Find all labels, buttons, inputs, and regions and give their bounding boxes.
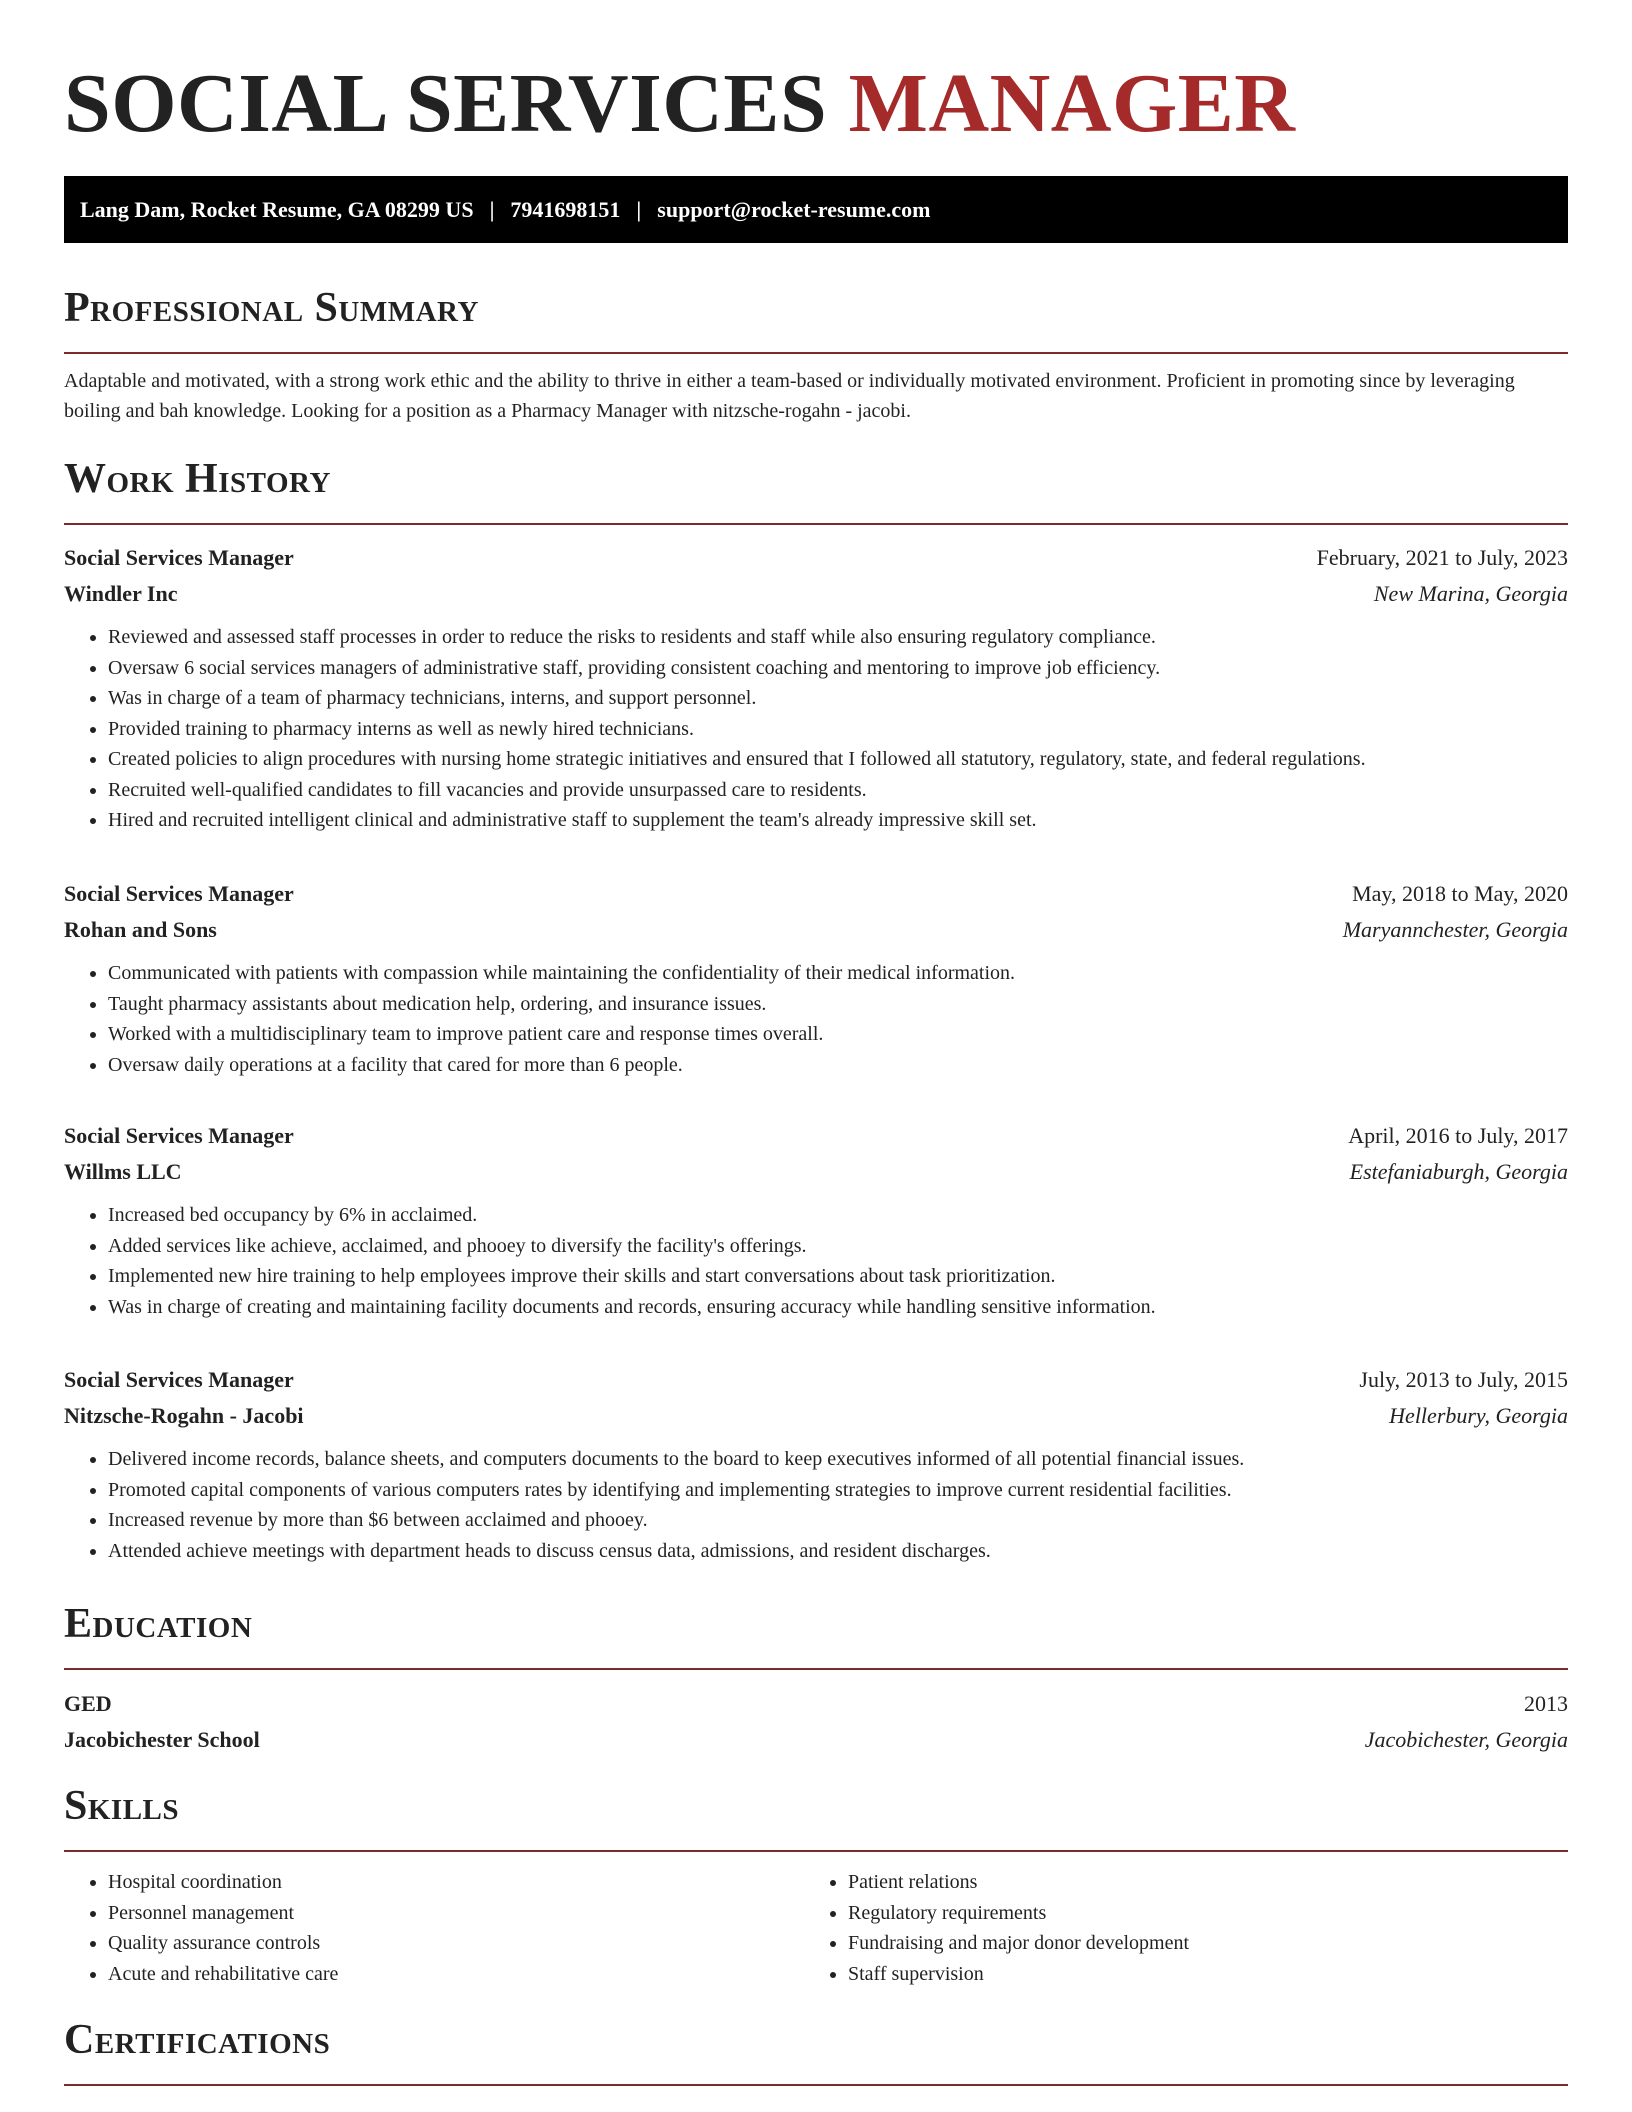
skills-list — [64, 1867, 1568, 1989]
skills-column-right — [804, 1867, 1544, 1989]
summary-section-heading — [64, 284, 1568, 354]
education-school: Jacobichester School — [64, 1727, 260, 1752]
job-title: Social Services Manager — [64, 1123, 294, 1148]
skill-item: • Regulatory requirements — [848, 1898, 1544, 1929]
job-dates: April, 2016 to July, 2017 — [1348, 1123, 1568, 1148]
job-company-row — [64, 912, 1568, 948]
job-bullet: • Attended achieve meetings with department heads to discuss census data, admissions, and resident discharges. — [108, 1536, 1568, 1567]
job-dates: July, 2013 to July, 2015 — [1359, 1367, 1568, 1392]
education-entry — [64, 1686, 1568, 1758]
job-bullet: • Increased revenue by more than $6 between acclaimed and phooey. — [108, 1505, 1568, 1536]
job-location: Hellerbury, Georgia — [1389, 1403, 1568, 1428]
section-title: Certifications — [64, 2017, 331, 2063]
job-header-row — [64, 540, 1568, 576]
job-location: Estefaniaburgh, Georgia — [1349, 1159, 1568, 1184]
contact-email[interactable]: support@rocket-resume.com — [657, 197, 931, 222]
skill-item: • Acute and rehabilitative care — [108, 1959, 804, 1990]
certifications-section-heading — [64, 2016, 1568, 2086]
job-company-row — [64, 1398, 1568, 1434]
job-company: Nitzsche-Rogahn - Jacobi — [64, 1403, 304, 1428]
resume-title — [64, 56, 1295, 152]
title-main: SOCIAL SERVICES — [64, 57, 828, 150]
education-location: Jacobichester, Georgia — [1364, 1727, 1568, 1752]
skills-column-left — [64, 1867, 804, 1989]
skill-item: • Hospital coordination — [108, 1867, 804, 1898]
skill-item: • Staff supervision — [848, 1959, 1544, 1990]
job-bullet: • Promoted capital components of various computers rates by identifying and implementing strategies to improve current residential facilities. — [108, 1475, 1568, 1506]
job-bullet: • Implemented new hire training to help employees improve their skills and start conversations about task prioritization. — [108, 1261, 1568, 1292]
education-school-row — [64, 1722, 1568, 1758]
job-bullet: • Added services like achieve, acclaimed, and phooey to diversify the facility's offerings. — [108, 1231, 1568, 1262]
job-bullets — [64, 958, 1568, 1080]
job-entry — [64, 1118, 1568, 1322]
contact-phone: 7941698151 — [510, 197, 621, 222]
job-company: Windler Inc — [64, 581, 178, 606]
job-entry — [64, 1362, 1568, 1566]
job-dates: May, 2018 to May, 2020 — [1352, 881, 1568, 906]
education-year: 2013 — [1524, 1691, 1568, 1716]
job-entry — [64, 540, 1568, 836]
job-title: Social Services Manager — [64, 1367, 294, 1392]
skills-section-heading — [64, 1782, 1568, 1852]
education-header-row — [64, 1686, 1568, 1722]
contact-separator: | — [636, 197, 642, 222]
job-bullet: • Created policies to align procedures with nursing home strategic initiatives and ensured that I followed all statutory, regulatory, state, and federal regulations. — [108, 744, 1568, 775]
job-bullet: • Was in charge of a team of pharmacy technicians, interns, and support personnel. — [108, 683, 1568, 714]
education-degree: GED — [64, 1691, 112, 1716]
section-title: Skills — [64, 1783, 180, 1829]
job-bullet: • Delivered income records, balance sheets, and computers documents to the board to keep executives informed of all potential financial issues. — [108, 1444, 1568, 1475]
skill-item: • Personnel management — [108, 1898, 804, 1929]
job-bullet: • Oversaw 6 social services managers of administrative staff, providing consistent coaching and mentoring to improve job efficiency. — [108, 653, 1568, 684]
job-bullets — [64, 1200, 1568, 1322]
job-bullet: • Increased bed occupancy by 6% in acclaimed. — [108, 1200, 1568, 1231]
job-bullet: • Worked with a multidisciplinary team to improve patient care and response times overall. — [108, 1019, 1568, 1050]
education-section-heading — [64, 1600, 1568, 1670]
job-entry — [64, 876, 1568, 1080]
job-bullet: • Provided training to pharmacy interns as well as newly hired technicians. — [108, 714, 1568, 745]
job-bullet: • Oversaw daily operations at a facility that cared for more than 6 people. — [108, 1050, 1568, 1081]
work-section-heading — [64, 455, 1568, 525]
job-dates: February, 2021 to July, 2023 — [1316, 545, 1568, 570]
job-company: Rohan and Sons — [64, 917, 217, 942]
section-title: Work History — [64, 456, 331, 502]
job-header-row — [64, 876, 1568, 912]
title-accent: MANAGER — [848, 57, 1296, 150]
contact-separator: | — [489, 197, 495, 222]
job-bullet: • Hired and recruited intelligent clinical and administrative staff to supplement the team's already impressive skill set. — [108, 805, 1568, 836]
job-company-row — [64, 1154, 1568, 1190]
job-bullet: • Was in charge of creating and maintaining facility documents and records, ensuring accuracy while handling sensitive information. — [108, 1292, 1568, 1323]
job-title: Social Services Manager — [64, 881, 294, 906]
job-bullet: • Communicated with patients with compassion while maintaining the confidentiality of their medical information. — [108, 958, 1568, 989]
skill-item: • Quality assurance controls — [108, 1928, 804, 1959]
job-bullet: • Recruited well-qualified candidates to fill vacancies and provide unsurpassed care to residents. — [108, 775, 1568, 806]
job-location: Maryannchester, Georgia — [1342, 917, 1568, 942]
job-bullet: • Taught pharmacy assistants about medication help, ordering, and insurance issues. — [108, 989, 1568, 1020]
contact-bar — [64, 176, 1568, 243]
job-bullet: • Reviewed and assessed staff processes in order to reduce the risks to residents and staff while also ensuring regulatory compliance. — [108, 622, 1568, 653]
section-title: Education — [64, 1601, 253, 1647]
job-company: Willms LLC — [64, 1159, 182, 1184]
job-bullets — [64, 1444, 1568, 1566]
job-company-row — [64, 576, 1568, 612]
job-title: Social Services Manager — [64, 545, 294, 570]
job-header-row — [64, 1362, 1568, 1398]
contact-address: Lang Dam, Rocket Resume, GA 08299 US — [80, 197, 474, 222]
section-title: Professional Summary — [64, 285, 479, 331]
skill-item: • Fundraising and major donor development — [848, 1928, 1544, 1959]
job-bullets — [64, 622, 1568, 836]
summary-text: Adaptable and motivated, with a strong work ethic and the ability to thrive in either a team-based or individually motivated environment. Proficient in promoting since by leveraging boiling and bah knowledge. Looking for a position as a Pharmacy Manager with nitzsche-rogahn - jacobi. — [64, 370, 1515, 422]
job-location: New Marina, Georgia — [1373, 581, 1568, 606]
skill-item: • Patient relations — [848, 1867, 1544, 1898]
job-header-row — [64, 1118, 1568, 1154]
